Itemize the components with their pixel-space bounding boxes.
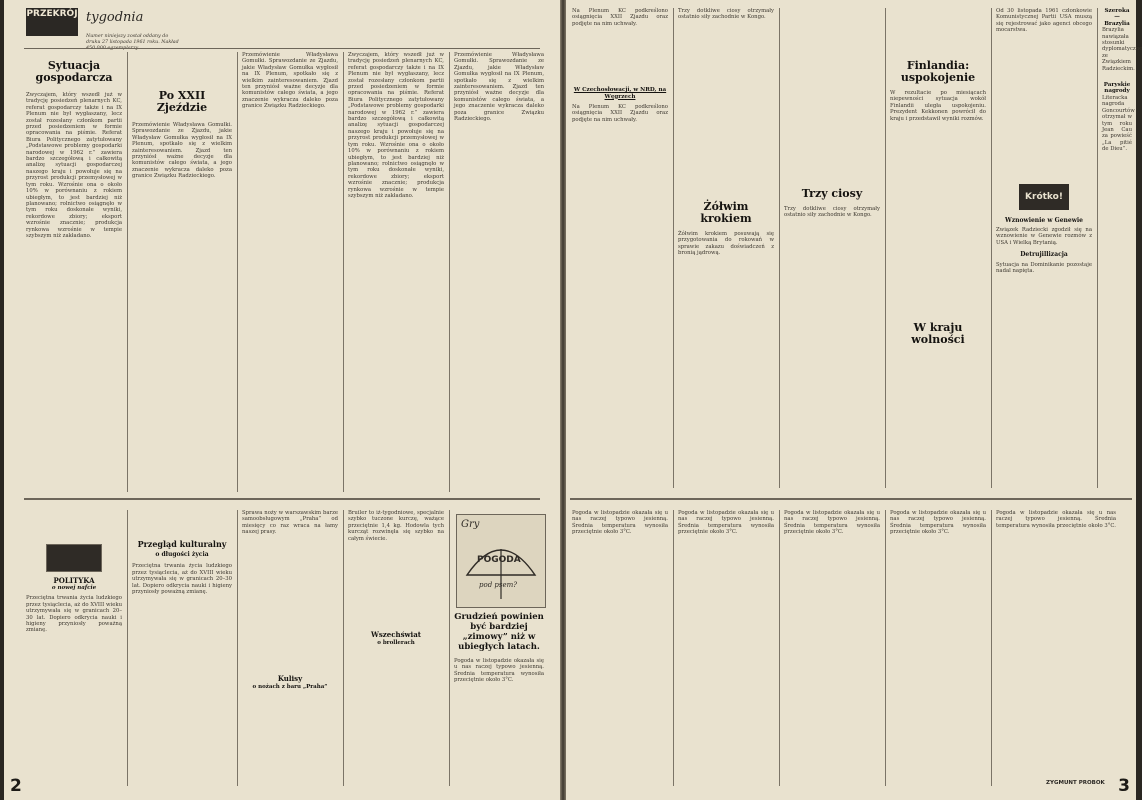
article-body: Przemówienie Władysława Gomułki. Sprawozdanie ze Zjazdu, jakie Władysław Gomułka wygłosił na IX Plenum, spotkało się z wielkim zainteresowaniem. Zjazd ten przyniósł ważne decyzje dla komunistów całego świata, a jego znaczenie wykracza daleko poza granice Związku Radzieckiego.: [132, 122, 232, 180]
article-title: Trzy ciosy: [801, 187, 863, 200]
masthead-logo: PRZEKRÓJ: [26, 8, 78, 36]
section-title: tygodnia: [86, 10, 144, 25]
print-note: Numer niniejszy został oddany do druku 27 listopada 1961 roku. Nakład: [86, 34, 179, 45]
article-zjazd: [132, 52, 232, 492]
article-title: Przegląd kulturalny: [137, 539, 227, 549]
article-title-wolnosci: W kraju wolności: [911, 321, 965, 347]
article-nrd: Na Plenum KC podkreślono osiągnięcia XXII Zjazdu oraz podjęte na nim uchwały. W Czechosłowacji, w NRD, na Węgrzech Na Plenum KC podkreślono osiągnięcia XXII Zjazdu oraz podjęte na nim uchwały.: [572, 8, 668, 123]
weather-col-1: Pogoda w listopadzie okazała się u nas raczej typowo jesienną. Średnia temperatura wynosiła przeciętnie około 3°C.: [572, 510, 668, 536]
article-zolw: Trzy dotkliwe ciosy otrzymały ostatnio siły zachodnie w Kongo. Żółwim krokiem Żółwim krokiem posuwają się przygotowania do rokowań w sprawie zakazu doświadczeń z bronią jądrową.: [678, 8, 774, 257]
weather-col-5: Pogoda w listopadzie okazała się u nas raczej typowo jesienną. Średnia temperatura wynosiła przeciętnie około 3°C.: [996, 510, 1116, 529]
signature: ZYGMUNT PROBOK: [1046, 780, 1105, 786]
article-subtitle: o brollerach: [377, 640, 415, 647]
article-grudzien: Grudzień powinien być bardziej „zimowy” niż w ubiegłych latach. Pogoda w listopadzie okazała się u nas raczej typowo jesienną. Średnia temperatura wynosiła przeciętnie około 3°C.: [454, 612, 544, 684]
article-przeglad: Przegląd kulturalny o długości życia Przeciętna trwania życia ludzkiego przez tysiąclecia, aż do XVIII wieku utrzymywała się w granicach 20–30 lat. Dopiero odkrycia nauki i higieny przyniosły poważną zmianę.: [132, 539, 232, 596]
article-brazylia: Szeroka — Brazylia Brazylia nawiązała stosunki dyplomatyczne ze Związkiem Radzieckim. Paryskie nagrody Literacka nagroda Goncourtów otrzymał w tym roku Jean Cau za powieść „La pitié de Dieu”.: [1102, 8, 1142, 153]
article-wszechswiat: Bruiler to iż-tygodniowe, specjalnie szybko tuczone kurczę, ważące przeciętnie 1,4 kg. Hodowla tych kurcząt rozwinęła się szybko na całym świecie. Wszechświat o brollerach: [348, 510, 444, 647]
article-kulisy: Sprawa noży w warszawskim barze samoobsługowym „Praha” od miesięcy co raz wraca na łamy naszej prasy. Kulisy o nożach z baru „Praha”: [242, 510, 338, 691]
article-subtitle: o długości życia: [155, 551, 209, 558]
article-title: W Czechosłowacji, w NRD, na Węgrzech: [573, 87, 667, 100]
article-genewa: Od 30 listopada 1961 członkowie Komunistycznej Partii USA muszą się rejestrować jako agenci obcego mocarstwa. Krótko! Wznowienie w Genewie Związek Radziecki zgodził się na wznowienie w Genewie rozmów z USA i Wielką Brytanią. Detrujillizacja Sytuacja na Dominikanie pozostaje nadal napięta.: [996, 8, 1092, 275]
article-subtitle: o nożach z baru „Praha”: [252, 684, 328, 691]
right-page: [566, 0, 1142, 800]
article-title: Po XXII Zjeździe: [156, 89, 208, 114]
article-zjazd-cont-2: Zwyczajem, który wszedł już w tradycję posiedzeń plenarnych KC, referat gospodarczy także i na IX Plenum nie był wygłaszany, lecz został rozesłany członkom partii przed posiedzeniem w formie opracowania na piśmie. Referat Biura Politycznego zatytułowany „Podstawowe problemy gospodarki narodowej w 1962 r.” zawiera bardzo szczegółową i całkowitą analizę sytuacji gospodarczej naszego kraju i powołuje się na przyrost produkcji przemysłowej w tym roku. Wzrośnie ona o około 10% w porównaniu z rokiem ubiegłym, to jest bardziej niż planowano; rolnictwo osiągnęło w tym roku doskonałe wyniki, rekordowe zbiory; eksport wzrośnie znacznie; produkcja rynkowa wzrośnie w tempie szybszym niż zakładano.: [348, 52, 444, 199]
page-number: 2: [10, 776, 22, 796]
krotko-stamp: Krótko!: [1019, 184, 1069, 210]
article-title: Sytuacja gospodarcza: [35, 59, 113, 84]
article-polityka: POLITYKA o nowej nafcie Przeciętna trwania życia ludzkiego przez tysiąclecia, aż do XVIII wieku utrzymywała się w granicach 20–30 lat. Dopiero odkrycia nauki i higieny przyniosły poważną zmianę.: [26, 576, 122, 634]
article-finlandia: Finlandia: uspokojenie W rezultacie po miesiącach niepewności sytuacja wokół Finlandii uległa uspokojeniu. Prezydent Kekkonen powrócił do kraju i przedstawił wyniki rozmów. W kraju wolności: [890, 59, 986, 347]
article-title: Finlandia: uspokojenie: [900, 59, 976, 84]
weather-col-2: Pogoda w listopadzie okazała się u nas raczej typowo jesienną. Średnia temperatura wynosiła przeciętnie około 3°C.: [678, 510, 774, 536]
article-zjazd-cont-3: Przemówienie Władysława Gomułki. Sprawozdanie ze Zjazdu, jakie Władysław Gomułka wygłosił na IX Plenum, spotkało się z wielkim zainteresowaniem. Zjazd ten przyniósł ważne decyzje dla komunistów całego świata, a jego znaczenie wykracza daleko poza granice Związku Radzieckiego.: [454, 52, 544, 123]
article-title: Grudzień powinien być bardziej „zimowy” niż w ubiegłych latach.: [454, 612, 544, 652]
article-title: Kulisy: [277, 673, 303, 683]
article-title-2: Detrujillizacja: [1020, 251, 1068, 259]
article-title: Żółwim krokiem: [700, 199, 752, 225]
column-sub: o nowej nafcie: [51, 585, 97, 591]
weather-col-3: Pogoda w listopadzie okazała się u nas raczej typowo jesienną. Średnia temperatura wynosiła przeciętnie około 3°C.: [784, 510, 880, 536]
article-zjazd-cont: Przemówienie Władysława Gomułki. Sprawozdanie ze Zjazdu, jakie Władysław Gomułka wygłosił na IX Plenum, spotkało się z wielkim zainteresowaniem. Zjazd ten przyniósł ważne decyzje dla komunistów całego świata, a jego znaczenie wykracza daleko poza granice Związku Radzieckiego.: [242, 52, 338, 110]
article-body: Zwyczajem, który wszedł już w tradycję posiedzeń plenarnych KC, referat gospodarczy także i na IX Plenum nie był wygłaszany, lecz został rozesłany członkom partii przed posiedzeniem w formie opracowania na piśmie. Referat Biura Politycznego zatytułowany „Podstawowe problemy gospodarki narodowej w 1962 r.” zawiera bardzo szczegółową i całkowitą analizę sytuacji gospodarczej naszego kraju i powołuje się na przyrost produkcji przemysłowej w tym roku. Wzrośnie ona o około 10% w porównaniu z rokiem ubiegłym, to jest bardziej niż planowano; rolnictwo osiągnęło w tym roku doskonałe wyniki, rekordowe zbiory; eksport wzrośnie znacznie; produkcja rynkowa wzrośnie w tempie szybszym niż zakładano.: [26, 92, 122, 239]
page-number: 3: [1118, 776, 1130, 796]
article-trzy-ciosy: Trzy ciosy Trzy dotkliwe ciosy otrzymały ostatnio siły zachodnie w Kongo.: [784, 187, 880, 219]
article-gospodarka: [26, 52, 122, 492]
article-title: Wszechświat: [371, 630, 421, 640]
article-title: Wznowienie w Genewie: [1005, 216, 1083, 224]
column-label: POLITYKA: [53, 576, 95, 585]
column-logo: [46, 544, 102, 572]
weather-col-4: Pogoda w listopadzie okazała się u nas raczej typowo jesienną. Średnia temperatura wynosiła przeciętnie około 3°C.: [890, 510, 986, 536]
weather-cartoon: Gry POGODA pod psem?: [456, 514, 546, 608]
left-page: [4, 0, 560, 800]
